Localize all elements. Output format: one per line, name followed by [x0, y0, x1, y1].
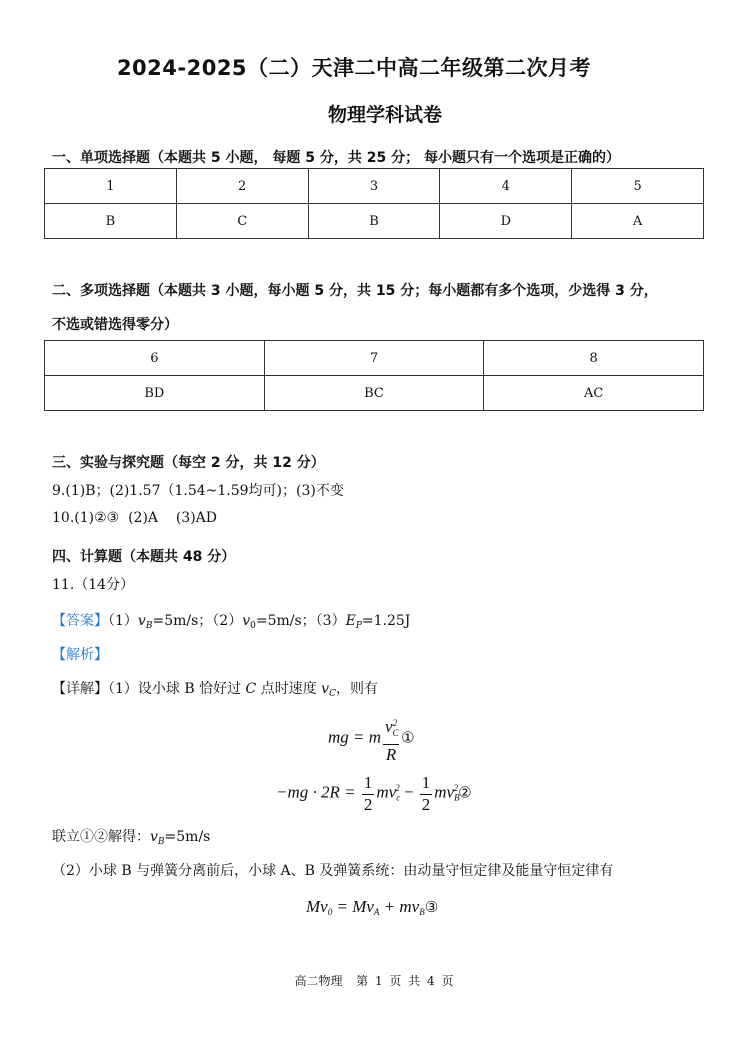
table-cell-number: 4	[440, 169, 572, 204]
detail-line: 【详解】（1）设小球 B 恰好过 C 点时速度 $v_C$，则有	[52, 681, 378, 699]
q9-answer: 9.(1)B；(2)1.57（1.54~1.59均可)；(3)不变	[52, 483, 344, 499]
fraction: $\frac{1}{2}$	[363, 773, 373, 814]
answer-line: 【答案】$(1)v_B=5m/s$；$(2)v_0=5m/s$；$(3)E_P=1.25J$	[52, 613, 411, 631]
table-cell-answer: C	[176, 204, 308, 239]
equation-1: mg = m $\frac{v_C^2}{R}$ ①	[328, 712, 415, 765]
section2-heading-line2: 不选或错选得零分）	[52, 317, 178, 333]
table-cell-number: 2	[176, 169, 308, 204]
table-row	[45, 169, 704, 204]
section2-answer-table	[44, 340, 704, 411]
table-cell-number: 8	[484, 341, 704, 376]
section3-heading: 三、实验与探究题（每空 2 分，共 12 分）	[52, 455, 325, 471]
table-cell-number: 5	[572, 169, 704, 204]
table-row	[45, 376, 704, 411]
answer-tag: 【答案】	[52, 613, 108, 629]
exam-title: 2024-2025（二）天津二中高二年级第二次月考	[116, 56, 592, 80]
equation-marker: ①	[401, 728, 415, 747]
table-cell-answer: A	[572, 204, 704, 239]
section4-heading: 四、计算题（本题共 48 分）	[52, 549, 236, 565]
table-cell-number: 1	[45, 169, 177, 204]
section2-heading-line1: 二、多项选择题（本题共 3 小题，每小题 5 分，共 15 分；每小题都有多个选项，少选得 3 分，	[52, 283, 658, 299]
table-row	[45, 341, 704, 376]
section1-answer-table	[44, 168, 704, 239]
table-cell-number: 3	[308, 169, 440, 204]
table-cell-answer: B	[45, 204, 177, 239]
fraction: $\frac{v_C^2}{R}$	[383, 712, 399, 765]
table-row	[45, 204, 704, 239]
solve-line: 联立①②解得：$v_B=5m/s$	[52, 829, 211, 847]
q11-label: 11.（14分）	[52, 577, 135, 593]
equation-2: −mg · 2R = $\frac{1}{2}$ $mv_c^2$ − $\frac{1}{2}$ $mv_B^2②$	[276, 773, 472, 814]
table-cell-answer: AC	[484, 376, 704, 411]
equation-3: $Mv_0 = Mv_A$ + $mv_B③$	[306, 897, 439, 917]
table-cell-answer: D	[440, 204, 572, 239]
equation-marker: ③	[424, 898, 439, 916]
exam-subtitle: 物理学科试卷	[327, 104, 442, 126]
table-cell-answer: B	[308, 204, 440, 239]
analysis-tag: 【解析】	[52, 647, 108, 663]
detail-tag: 【详解】	[52, 681, 108, 697]
table-cell-answer: BC	[264, 376, 484, 411]
q10-answer: 10.(1)②③ (2)A (3)AD	[52, 510, 218, 526]
section1-heading: 一、单项选择题（本题共 5 小题， 每题 5 分，共 25 分； 每小题只有一个选项是正确的）	[52, 150, 620, 166]
table-cell-number: 7	[264, 341, 484, 376]
page-footer: 高二物理 第 1 页 共 4 页	[294, 974, 454, 988]
part2-text: （2）小球 B 与弹簧分离前后，小球 A、B 及弹簧系统：由动量守恒定律及能量守恒定律有	[52, 863, 614, 879]
table-cell-number: 6	[45, 341, 265, 376]
equation-marker: ②	[458, 783, 472, 802]
page-title	[0, 52, 748, 82]
fraction: $\frac{1}{2}$	[421, 773, 431, 814]
table-cell-answer: BD	[45, 376, 265, 411]
